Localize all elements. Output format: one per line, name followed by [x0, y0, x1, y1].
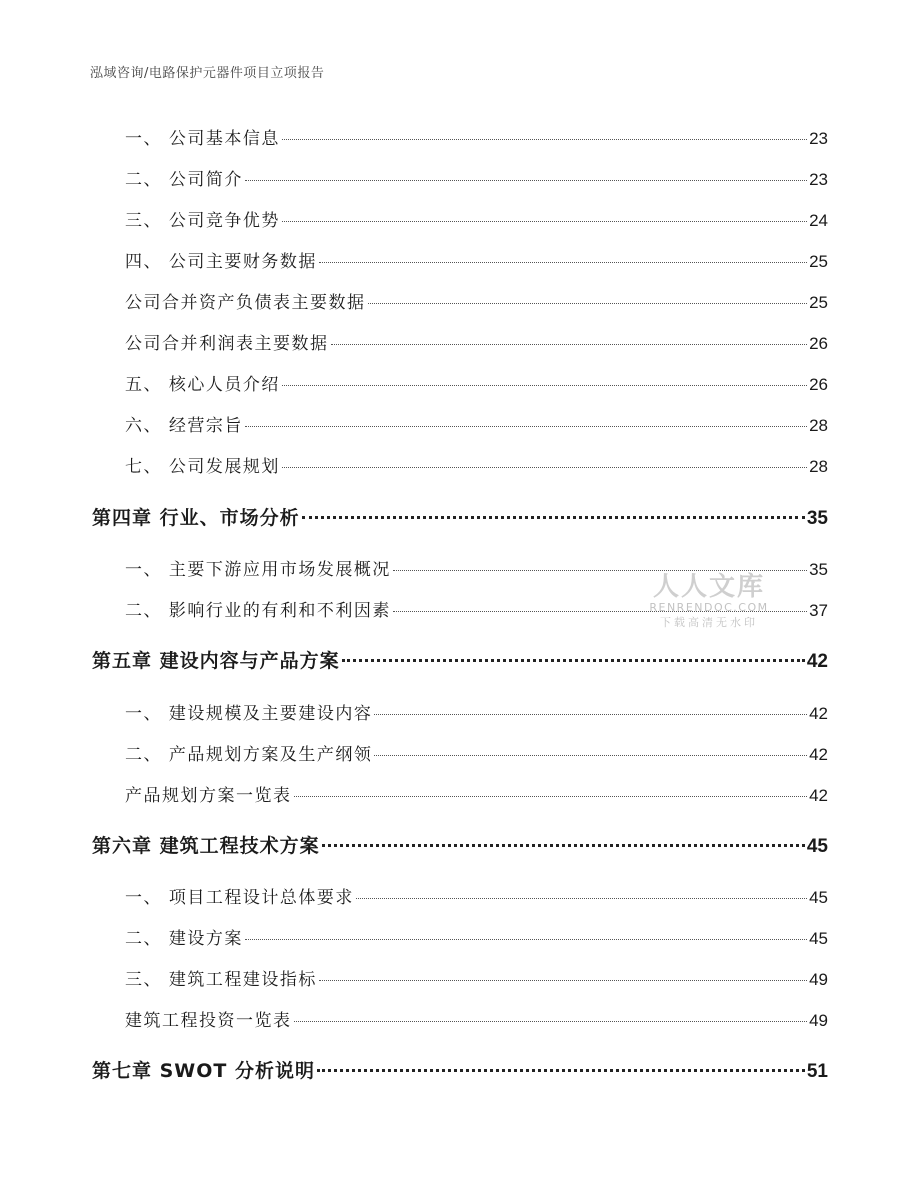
- toc-entry-label: 二、 影响行业的有利和不利因素: [125, 601, 391, 621]
- dot-leader: [294, 1021, 808, 1022]
- toc-entry-label: 四、 公司主要财务数据: [125, 252, 317, 272]
- toc-entry-label: 公司合并资产负债表主要数据: [125, 293, 366, 313]
- watermark-site: RENRENDOC.COM: [649, 601, 769, 614]
- dot-leader: [393, 611, 807, 612]
- toc-entry-label: 产品规划方案一览表: [125, 786, 292, 806]
- toc-page-number: 35: [806, 508, 828, 529]
- toc-entry[interactable]: [125, 965, 828, 990]
- toc-entry[interactable]: [125, 596, 828, 621]
- watermark-subtitle: 下载高清无水印: [660, 616, 758, 629]
- dot-leader: [342, 659, 805, 662]
- toc-page-number: 25: [809, 293, 828, 312]
- toc-chapter-entry[interactable]: [92, 831, 828, 858]
- dot-leader: [245, 426, 807, 427]
- toc-entry-label: 二、 建设方案: [125, 929, 243, 949]
- toc-entry[interactable]: [125, 924, 828, 949]
- watermark-title: 人人文库: [652, 572, 765, 602]
- toc-entry[interactable]: [125, 740, 828, 765]
- toc-page-number: 42: [806, 651, 828, 672]
- toc-entry-label: 二、 公司简介: [125, 170, 243, 190]
- toc-chapter-entry[interactable]: [92, 503, 828, 530]
- toc-chapter-label: 第七章 SWOT 分析说明: [92, 1060, 315, 1082]
- dot-leader: [374, 714, 807, 715]
- dot-leader: [368, 303, 808, 304]
- toc-page-number: 26: [809, 375, 828, 394]
- toc-entry[interactable]: [125, 165, 828, 190]
- toc-page-number: 28: [809, 457, 828, 476]
- toc-entry[interactable]: [125, 452, 828, 477]
- dot-leader: [282, 467, 807, 468]
- toc-entry[interactable]: [125, 1006, 828, 1031]
- toc-entry-label: 七、 公司发展规划: [125, 457, 280, 477]
- toc-chapter-entry[interactable]: [92, 1056, 828, 1083]
- dot-leader: [245, 939, 807, 940]
- toc-page-number: 23: [809, 170, 828, 189]
- toc-entry[interactable]: [125, 555, 828, 580]
- toc-page-number: 45: [806, 836, 828, 857]
- dot-leader: [302, 516, 805, 519]
- toc-entry-label: 一、 公司基本信息: [125, 129, 280, 149]
- toc-entry[interactable]: [125, 699, 828, 724]
- toc-entry[interactable]: [125, 370, 828, 395]
- toc-entry[interactable]: [125, 883, 828, 908]
- dot-leader: [356, 898, 807, 899]
- toc-entry-label: 一、 主要下游应用市场发展概况: [125, 560, 391, 580]
- toc-entry-label: 一、 建设规模及主要建设内容: [125, 704, 373, 724]
- toc-entry-label: 公司合并利润表主要数据: [125, 334, 329, 354]
- toc-page-number: 23: [809, 129, 828, 148]
- toc-page-number: 45: [809, 929, 828, 948]
- dot-leader: [374, 755, 807, 756]
- toc-entry-label: 三、 公司竞争优势: [125, 211, 280, 231]
- toc-entry[interactable]: [125, 206, 828, 231]
- toc-entry-label: 建筑工程投资一览表: [125, 1011, 292, 1031]
- dot-leader: [393, 570, 807, 571]
- toc-page-number: 42: [809, 786, 828, 805]
- toc-entry-label: 五、 核心人员介绍: [125, 375, 280, 395]
- toc-page-number: 28: [809, 416, 828, 435]
- toc-page-number: 49: [809, 970, 828, 989]
- toc-entry[interactable]: [125, 411, 828, 436]
- dot-leader: [282, 139, 807, 140]
- toc-page-number: 42: [809, 704, 828, 723]
- toc-page-number: 45: [809, 888, 828, 907]
- dot-leader: [282, 221, 807, 222]
- toc-chapter-entry[interactable]: [92, 646, 828, 673]
- toc-page-number: 26: [809, 334, 828, 353]
- toc-page-number: 25: [809, 252, 828, 271]
- dot-leader: [282, 385, 807, 386]
- toc-entry[interactable]: [125, 288, 828, 313]
- toc-entry[interactable]: [125, 124, 828, 149]
- toc-entry[interactable]: [125, 329, 828, 354]
- toc-page-number: 37: [809, 601, 828, 620]
- dot-leader: [322, 844, 805, 847]
- toc-entry[interactable]: [125, 247, 828, 272]
- dot-leader: [294, 796, 808, 797]
- toc-page-number: 49: [809, 1011, 828, 1030]
- toc-page-number: 42: [809, 745, 828, 764]
- toc-page-number: 51: [806, 1061, 828, 1082]
- dot-leader: [317, 1069, 805, 1072]
- page-header: 泓域咨询/电路保护元器件项目立项报告: [90, 66, 325, 81]
- dot-leader: [319, 980, 807, 981]
- toc-chapter-label: 第五章 建设内容与产品方案: [92, 650, 340, 672]
- toc-entry-label: 一、 项目工程设计总体要求: [125, 888, 354, 908]
- toc-chapter-label: 第四章 行业、市场分析: [92, 507, 300, 529]
- toc-entry[interactable]: [125, 781, 828, 806]
- toc-entry-label: 三、 建筑工程建设指标: [125, 970, 317, 990]
- toc-chapter-label: 第六章 建筑工程技术方案: [92, 835, 320, 857]
- toc-entry-label: 六、 经营宗旨: [125, 416, 243, 436]
- dot-leader: [331, 344, 808, 345]
- toc-entry-label: 二、 产品规划方案及生产纲领: [125, 745, 373, 765]
- toc-page-number: 35: [809, 560, 828, 579]
- dot-leader: [245, 180, 807, 181]
- toc-page-number: 24: [809, 211, 828, 230]
- dot-leader: [319, 262, 807, 263]
